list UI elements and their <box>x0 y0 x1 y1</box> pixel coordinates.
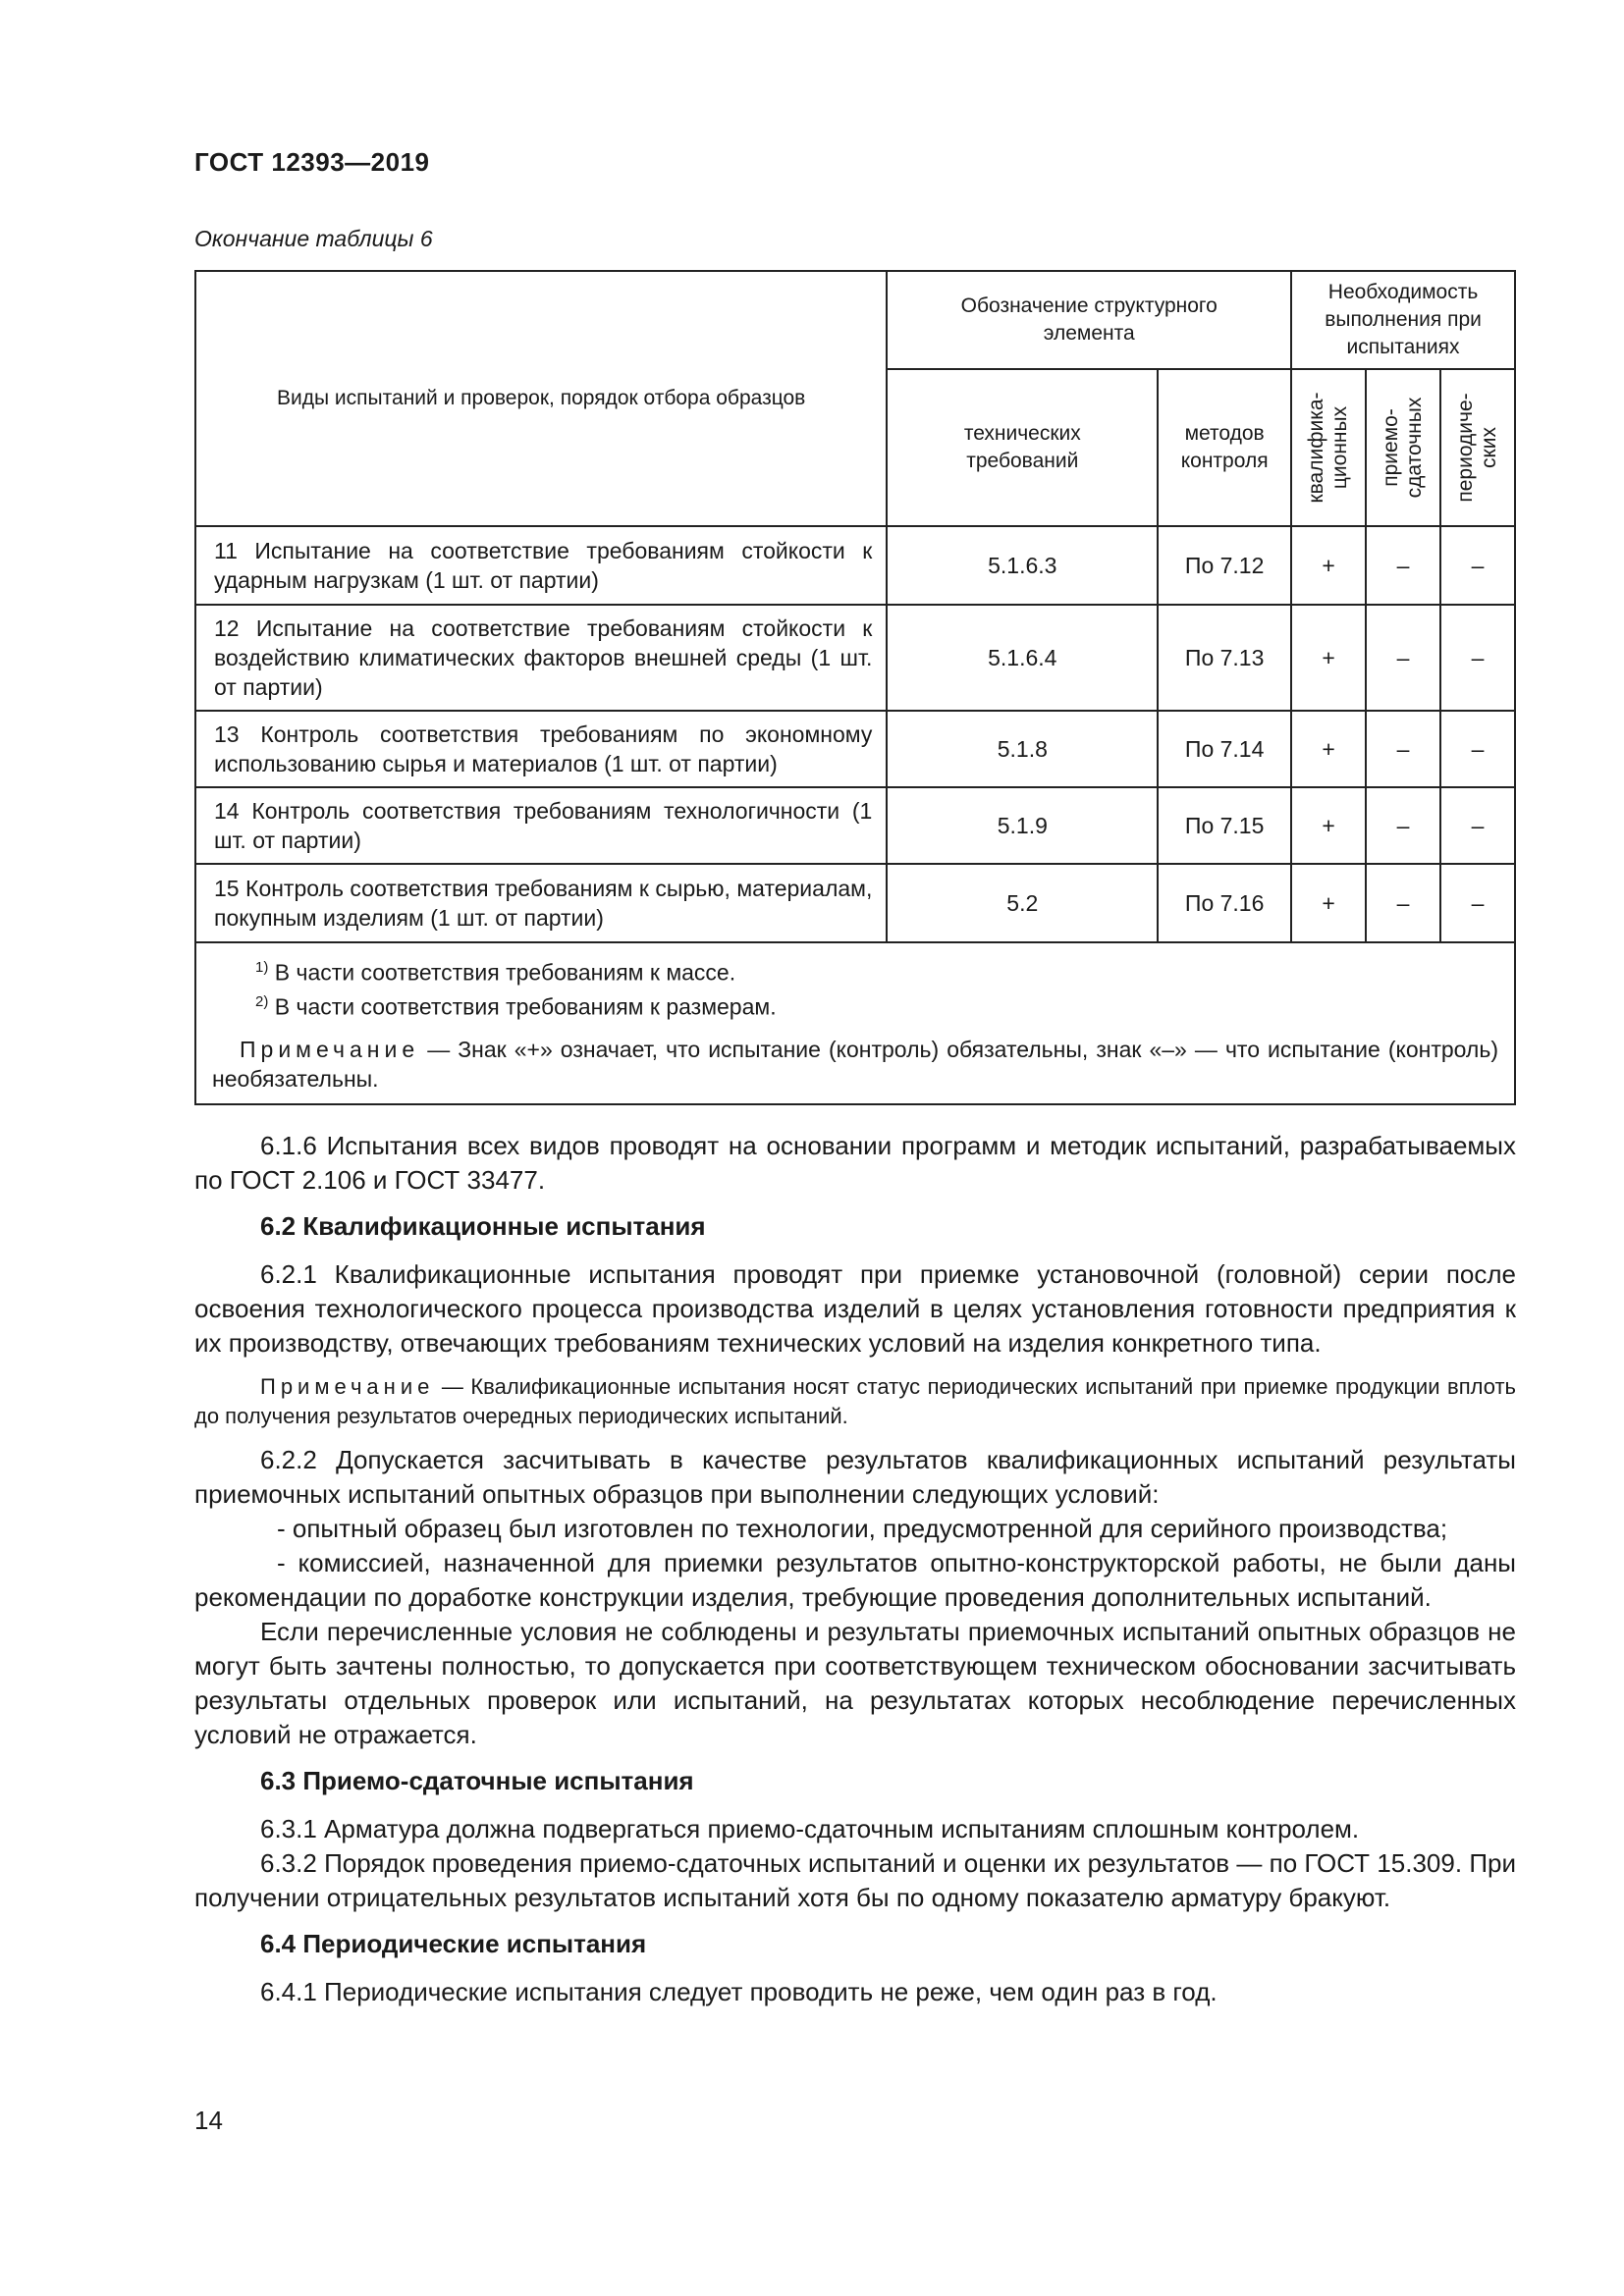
header-structural-element: Обозначение структурного элемента <box>887 271 1291 369</box>
row-accept: – <box>1366 711 1440 787</box>
row-accept: – <box>1366 787 1440 864</box>
header-tech-requirements: технических требований <box>887 369 1158 526</box>
header-necessity: Необходимость выполнения при испытаниях <box>1291 271 1515 369</box>
row-tech: 5.1.6.3 <box>887 526 1158 605</box>
table-row <box>195 605 1515 711</box>
paragraph-6-2-1: 6.2.1 Квалификационные испытания проводят при приемке установочной (головной) серии после освоения технологического процесса производства изделий в целях установления готовности предприятия к их производству, отвечающих требованиям технических условий на изделия конкретного типа. <box>194 1259 1516 1358</box>
row-qual: + <box>1291 605 1366 711</box>
table-footnotes <box>195 942 1515 1104</box>
row-tech: 5.1.9 <box>887 787 1158 864</box>
row-period: – <box>1440 711 1515 787</box>
row-method: По 7.16 <box>1158 864 1291 942</box>
paragraph-6-3-1: 6.3.1 Арматура должна подвергаться приемо-сдаточным испытаниям сплошным контролем. <box>260 1814 1360 1843</box>
page-number: 14 <box>194 2106 223 2135</box>
row-method: По 7.12 <box>1158 526 1291 605</box>
table-row <box>195 864 1515 942</box>
section-heading-6-2: 6.2 Квалификационные испытания <box>260 1211 706 1241</box>
table-row <box>195 787 1515 864</box>
row-period: – <box>1440 605 1515 711</box>
document-header: ГОСТ 12393—2019 <box>194 147 430 177</box>
row-qual: + <box>1291 864 1366 942</box>
paragraph-6-2-2: 6.2.2 Допускается засчитывать в качестве результатов квалификационных испытаний результаты приемочных испытаний опытных образцов при выполнении следующих условий: <box>194 1445 1516 1509</box>
row-name: 14 Контроль соответствия требованиям технологичности (1 шт. от партии) <box>195 787 887 864</box>
row-qual: + <box>1291 711 1366 787</box>
row-qual: + <box>1291 526 1366 605</box>
row-method: По 7.14 <box>1158 711 1291 787</box>
paragraph-6-1-6: 6.1.6 Испытания всех видов проводят на основании программ и методик испытаний, разрабатываемых по ГОСТ 2.106 и ГОСТ 33477. <box>194 1131 1516 1195</box>
section-heading-6-4: 6.4 Периодические испытания <box>260 1929 647 1958</box>
header-control-methods: методов контроля <box>1158 369 1291 526</box>
footnote-2: $^{2)}$ В части соответствия требованиям к размерам. <box>255 992 777 1020</box>
row-tech: 5.1.6.4 <box>887 605 1158 711</box>
header-tests: Виды испытаний и проверок, порядок отбора образцов <box>195 271 887 526</box>
row-accept: – <box>1366 526 1440 605</box>
row-name: 11 Испытание на соответствие требованиям стойкости к ударным нагрузкам (1 шт. от партии) <box>195 526 887 605</box>
row-period: – <box>1440 864 1515 942</box>
row-accept: – <box>1366 864 1440 942</box>
row-period: – <box>1440 526 1515 605</box>
header-qualification: квалифика- ционных <box>1291 369 1366 526</box>
row-qual: + <box>1291 787 1366 864</box>
table-caption: Окончание таблицы 6 <box>194 226 433 251</box>
row-name: 13 Контроль соответствия требованиям по экономному использованию сырья и материалов (1 шт. от партии) <box>195 711 887 787</box>
row-tech: 5.2 <box>887 864 1158 942</box>
table-row <box>195 526 1515 605</box>
row-period: – <box>1440 787 1515 864</box>
row-name: 12 Испытание на соответствие требованиям стойкости к воздействию климатических факторов внешней среды (1 шт. от партии) <box>195 605 887 711</box>
table-row <box>195 711 1515 787</box>
row-method: По 7.13 <box>1158 605 1291 711</box>
paragraph-6-4-1: 6.4.1 Периодические испытания следует проводить не реже, чем один раз в год. <box>260 1977 1218 2006</box>
row-name: 15 Контроль соответствия требованиям к сырью, материалам, покупным изделиям (1 шт. от партии) <box>195 864 887 942</box>
header-acceptance: приемо- сдаточных <box>1366 369 1440 526</box>
row-method: По 7.15 <box>1158 787 1291 864</box>
list-item: - опытный образец был изготовлен по технологии, предусмотренной для серийного производства; <box>277 1514 1448 1543</box>
row-accept: – <box>1366 605 1440 711</box>
paragraph-6-3-2: 6.3.2 Порядок проведения приемо-сдаточных испытаний и оценки их результатов — по ГОСТ 15.309. При получении отрицательных результатов испытаний хотя бы по одному показателю арматуру бракуют. <box>194 1848 1516 1912</box>
table-note: Примечание — Знак «+» означает, что испытание (контроль) обязательны, знак «–» — что испытание (контроль) необязательны. <box>212 1037 1498 1093</box>
footnote-1: $^{1)}$ В части соответствия требованиям к массе. <box>255 959 736 986</box>
note-6-2-1: Примечание — Квалификационные испытания носят статус периодических испытаний при приемке продукции вплоть до получения результатов очередных периодических испытаний. <box>194 1374 1516 1428</box>
row-tech: 5.1.8 <box>887 711 1158 787</box>
body-text <box>194 1129 1516 2009</box>
list-item: - комиссией, назначенной для приемки результатов опытно-конструкторской работы, не были даны рекомендации по доработке конструкции изделия, требующие проведения дополнительных испытаний. <box>194 1548 1516 1612</box>
tests-table <box>194 270 1516 1105</box>
section-heading-6-3: 6.3 Приемо-сдаточные испытания <box>260 1766 694 1795</box>
paragraph-conditions: Если перечисленные условия не соблюдены и результаты приемочных испытаний опытных образцов не могут быть зачтены полностью, то допускается при соответствующем техническом обосновании засчитывать результаты отдельных проверок или испытаний, на результатах которых несоблюдение перечисленных условий не отражается. <box>194 1617 1516 1749</box>
header-periodic: периодиче- ских <box>1440 369 1515 526</box>
